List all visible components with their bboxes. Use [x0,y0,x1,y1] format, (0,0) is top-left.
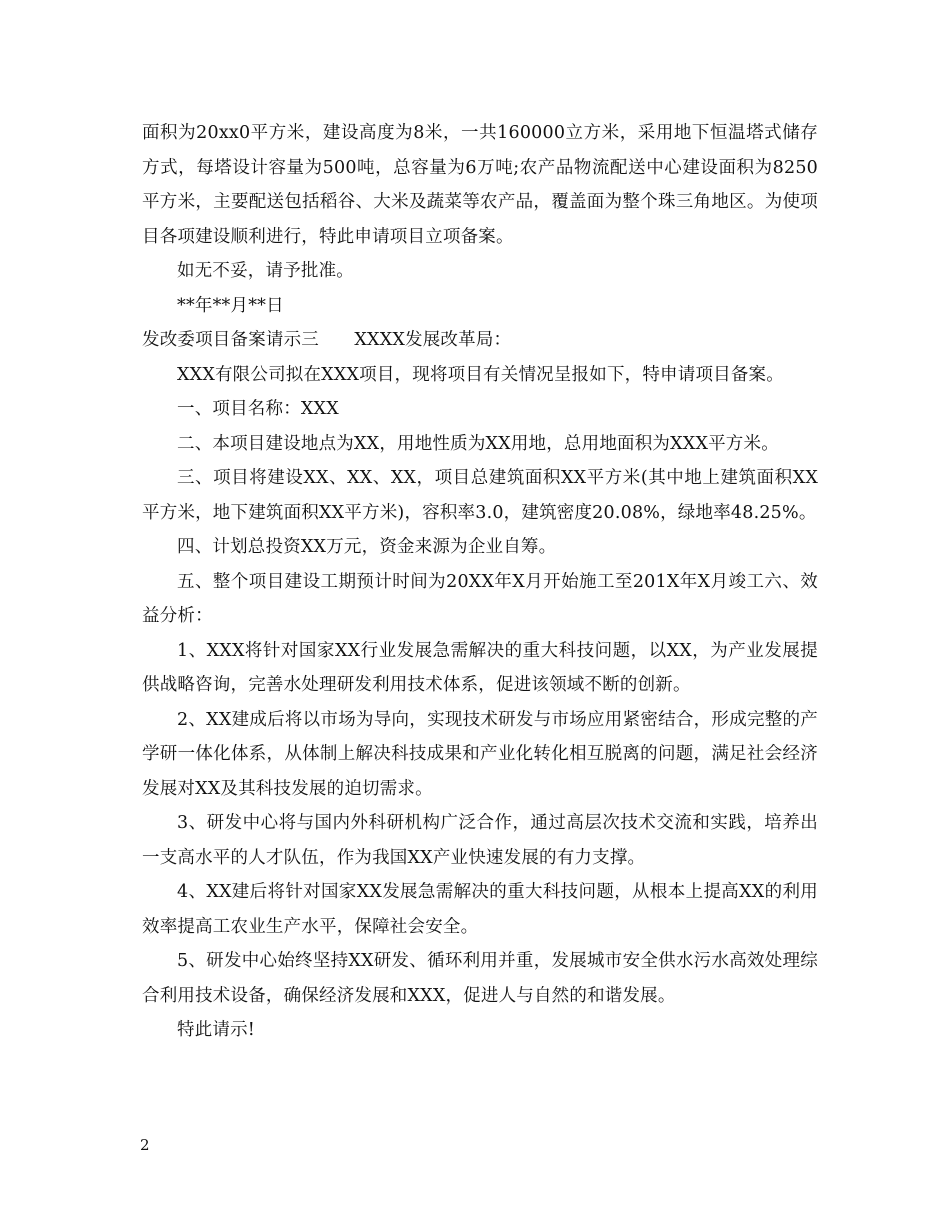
paragraph: XXX有限公司拟在XXX项目，现将项目有关情况呈报如下，特申请项目备案。 [177,364,784,385]
paragraph: 如无不妥，请予批准。 [177,261,354,281]
paragraph: 四、计划总投资XX万元，资金来源为企业自筹。 [177,537,557,557]
paragraph: 五、整个项目建设工期预计时间为20XX年X月开始施工至201X年X月竣工六、效益分析： [142,571,818,626]
paragraph: 1、XXX将针对国家XX行业发展急需解决的重大科技问题，以XX，为产业发展提供战略咨询，完善水处理研发利用技术体系，促进该领域不断的创新。 [142,640,818,695]
paragraph: 4、XX建后将针对国家XX发展急需解决的重大科技问题，从根本上提高XX的利用效率提高工农业生产水平，保障社会安全。 [142,882,818,937]
paragraph: 5、研发中心始终坚持XX研发、循环利用并重，发展城市安全供水污水高效处理综合利用技术设备，确保经济发展和XXX，促进人与自然的和谐发展。 [142,951,818,1006]
page-number: 2 [140,1136,150,1154]
closing-line: 特此请示! [177,1020,256,1040]
document-body [142,116,818,1048]
paragraph: 一、项目名称：XXX [177,399,339,419]
paragraph: 3、研发中心将与国内外科研机构广泛合作，通过高层次技术交流和实践，培养出一支高水平的人才队伍，作为我国XX产业快速发展的有力支撑。 [142,813,818,868]
date-line: **年**月**日 [177,295,284,316]
paragraph: 2、XX建成后将以市场为导向，实现技术研发与市场应用紧密结合，形成完整的产学研一体化体系，从体制上解决科技成果和产业化转化相互脱离的问题，满足社会经济发展对XX及其科技发展的迫切需求。 [142,709,818,799]
paragraph: 面积为20xx0平方米，建设高度为8米，一共160000立方米，采用地下恒温塔式储存方式，每塔设计容量为500吨，总容量为6万吨;农产品物流配送中心建设面积为8250平方米，主要配送包括稻谷、大米及蔬菜等农产品，覆盖面为整个珠三角地区。为使项目各项建设顺利进行，特此申请项目立项备案。 [142,123,818,247]
section-heading: 发改委项目备案请示三 XXXX发展改革局： [142,330,512,350]
paragraph: 二、本项目建设地点为XX，用地性质为XX用地，总用地面积为XXX平方米。 [177,433,779,454]
paragraph: 三、项目将建设XX、XX、XX，项目总建筑面积XX平方米(其中地上建筑面积XX平方米，地下建筑面积XX平方米)，容积率3.0，建筑密度20.08%，绿地率48.25%。 [142,468,818,523]
